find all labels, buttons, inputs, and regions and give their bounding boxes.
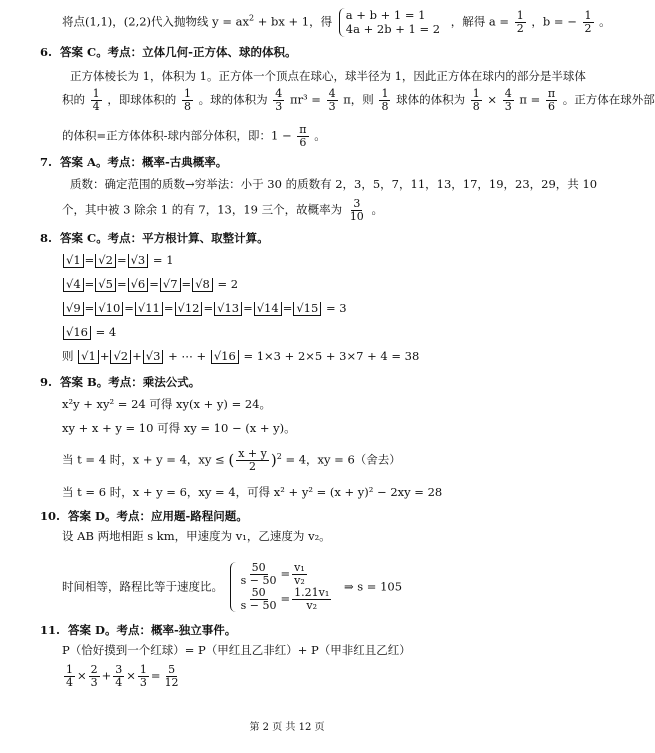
q5-system <box>339 8 444 37</box>
q7-line-2: 个，其中被 3 除余 1 的有 7，13，19 三个，故概率为 $\frac{3}{10}$ 。 <box>62 197 383 224</box>
q10-answer: 答案 D。考点：应用题-路程问题。 <box>68 509 248 523</box>
q5-frac-a: $\frac{1}{2}$ <box>516 8 524 35</box>
q9-line-2: xy + x + y = 10 可得 xy = 10 − (x + y)。 <box>62 421 296 435</box>
q8-row-3: √9 = √10 = √11 = √12 = √13 = √14 = √15 = 3 <box>62 302 347 316</box>
q10-line-2: 时间相等，路程比等于速度比。 $\frac{50}{s - 50}$ = $\frac{\text{v₁}}{\text{v₂}}$ $\frac{50}{s - 50}$ = $\frac{\text{1.21v₁}}{\text{v₂}}$ ⇒ s = 105 <box>62 561 403 613</box>
q11-line-1: P（恰好摸到一个红球）= P（甲红且乙非红）+ P（甲非红且乙红） <box>62 643 411 657</box>
q8-row-1: √1 = √2 = √3 = 1 <box>62 254 174 268</box>
q5-solve: ，解得 a = <box>450 14 510 29</box>
q6-heading <box>40 46 296 59</box>
q7-line-1: 质数：确定范围的质数→穷举法：小于 30 的质数有 2，3，5，7，11，13，17，19，23，29，共 10 <box>70 177 598 191</box>
q6-number: 6. <box>40 45 53 59</box>
q9-number: 9. <box>40 375 53 389</box>
q5-text-1: 将点(1,1)，(2,2)代入抛物线 y = ax <box>62 14 249 29</box>
q8-heading <box>40 232 269 245</box>
q9-line-4: 当 t = 6 时，x + y = 6，xy = 4，可得 x² + y² = (x + y)² − 2xy = 28 <box>62 485 443 499</box>
q7-heading <box>40 156 227 169</box>
q10-number: 10. <box>40 509 61 523</box>
q5-b: ，b = − <box>531 14 577 29</box>
q5-text-2: + bx + 1，得 <box>254 14 333 29</box>
q8-sum: 则 √1 + √2 + √3 + ⋯ + √16 = 1×3 + 2×5 + 3×7 + 4 = 38 <box>62 349 420 363</box>
q8-row-2: √4 = √5 = √6 = √7 = √8 = 2 <box>62 278 238 292</box>
q11-line-2: $\frac{1}{4}$ × $\frac{2}{3}$ + $\frac{3}{4}$ × $\frac{1}{3}$ = $\frac{5}{12}$ <box>66 663 179 690</box>
q9-heading <box>40 376 200 389</box>
q9-answer: 答案 B。考点：乘法公式。 <box>60 375 201 389</box>
q11-answer: 答案 D。考点：概率-独立事件。 <box>68 623 237 637</box>
q5-line: 将点(1,1)，(2,2)代入抛物线 $y = ax^2$ + bx + 1，得 a + b + 1 = 1 4a + 2b + 1 = 2 ，解得 a = $\frac{1}{2}$ ，b = − $\frac{1}{2}$ 。 <box>62 8 611 37</box>
q6-answer: 答案 C。考点：立体几何-正方体、球的体积。 <box>60 45 297 59</box>
q5-eq2: 4a + 2b + 1 = 2 <box>345 22 441 37</box>
q5-frac-b: $\frac{1}{2}$ <box>584 8 592 35</box>
q10-line-1: 设 AB 两地相距 s km，甲速度为 v₁，乙速度为 v₂。 <box>62 529 331 543</box>
q6-line-1: 正方体棱长为 1，体积为 1。正方体一个顶点在球心，球半径为 1，因此正方体在球内的部分是半球体 <box>70 69 586 83</box>
q10-system: $\frac{50}{s - 50}$ = $\frac{\text{v₁}}{\text{v₂}}$ $\frac{50}{s - 50}$ = $\frac{\text{1.21v₁}}{\text{v₂}}$ <box>230 562 338 612</box>
q9-line-1: x²y + xy² = 24 可得 xy(x + y) = 24。 <box>62 397 271 411</box>
q9-line-3: 当 t = 4 时，x + y = 4，xy ≤ ( $\frac{x + y}{2}$ )$^2$ = 4，xy = 6（舍去） <box>62 447 401 474</box>
q10-heading <box>40 510 248 523</box>
q11-heading <box>40 624 236 637</box>
q8-answer: 答案 C。考点：平方根计算、取整计算。 <box>60 231 269 245</box>
q6-line-2: 积的 $\frac{1}{4}$ ，即球体积的 $\frac{1}{8}$ 。球的体积为 $\frac{4}{3}$ πr³ = $\frac{4}{3}$ π，则 $\frac{1}{8}$ 球体的体积为 $\frac{1}{8}$ × $\frac{4}{3}$ π = $\frac{\pi}{6}$ 。正方体在球外部 <box>62 87 655 114</box>
q5-eq1: a + b + 1 = 1 <box>345 8 426 22</box>
q7-answer: 答案 A。考点：概率-古典概率。 <box>60 155 228 169</box>
q8-number: 8. <box>40 231 53 245</box>
q7-number: 7. <box>40 155 53 169</box>
q11-number: 11. <box>40 623 61 637</box>
q6-line-3: 的体积=正方体体积-球内部分体积，即：1 − $\frac{\pi}{6}$ 。 <box>62 123 326 150</box>
page-footer: 第 2 页 共 12 页 <box>249 722 325 733</box>
q8-row-4: √16 = 4 <box>62 326 116 340</box>
